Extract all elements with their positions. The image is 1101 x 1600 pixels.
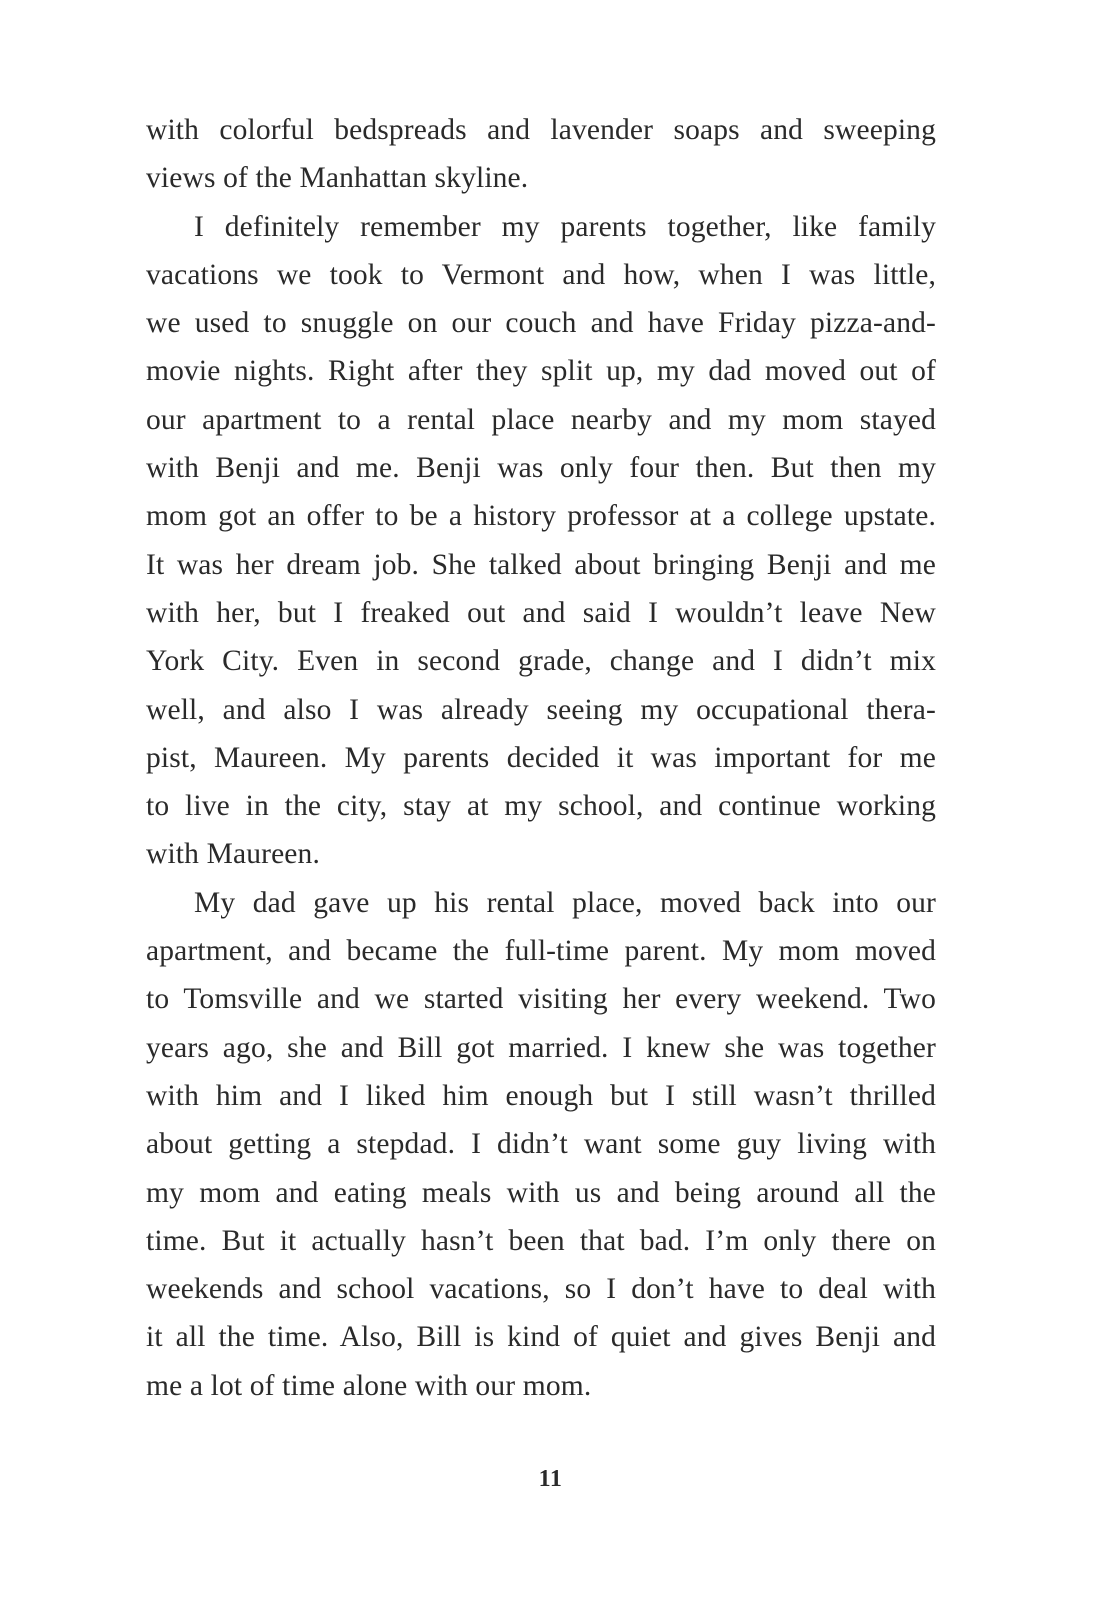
text-line: movie nights. Right after they split up, my dad moved out of: [146, 355, 936, 388]
text-line: It was her dream job. She talked about bringing Benji and me: [146, 548, 936, 581]
text-line: our apartment to a rental place nearby and my mom stayed: [146, 403, 936, 436]
text-line: vacations we took to Vermont and how, when I was little,: [146, 258, 936, 291]
text-line: me a lot of time alone with our mom.: [146, 1369, 592, 1402]
text-line: apartment, and became the full-time parent. My mom moved: [146, 935, 936, 968]
text-line: views of the Manhattan skyline.: [146, 162, 529, 195]
text-line: with Maureen.: [146, 838, 320, 871]
text-line: York City. Even in second grade, change and I didn’t mix: [146, 645, 936, 678]
text-line: weekends and school vacations, so I don’t have to deal with: [146, 1273, 936, 1306]
text-line: I definitely remember my parents together, like family: [194, 210, 936, 243]
text-line: with Benji and me. Benji was only four then. But then my: [146, 452, 936, 485]
text-line: about getting a stepdad. I didn’t want some guy living with: [146, 1128, 936, 1161]
text-line: with her, but I freaked out and said I wouldn’t leave New: [146, 596, 936, 629]
text-line: pist, Maureen. My parents decided it was important for me: [146, 741, 936, 774]
text-line: with him and I liked him enough but I still wasn’t thrilled: [146, 1079, 936, 1112]
text-line: with colorful bedspreads and lavender soaps and sweeping: [146, 114, 936, 146]
body-text: [146, 106, 936, 1410]
text-line: to Tomsville and we started visiting her every weekend. Two: [146, 983, 936, 1016]
text-line: we used to snuggle on our couch and have Friday pizza-and-: [146, 307, 936, 340]
text-line: time. But it actually hasn’t been that bad. I’m only there on: [146, 1224, 936, 1257]
text-line: to live in the city, stay at my school, and continue working: [146, 790, 936, 823]
text-line: My dad gave up his rental place, moved back into our: [194, 886, 936, 919]
text-line: well, and also I was already seeing my occupational thera-: [146, 693, 936, 726]
text-line: years ago, she and Bill got married. I knew she was together: [146, 1031, 936, 1064]
text-line: mom got an offer to be a history professor at a college upstate.: [146, 500, 936, 533]
text-line: it all the time. Also, Bill is kind of quiet and gives Benji and: [146, 1321, 936, 1354]
text-line: my mom and eating meals with us and being around all the: [146, 1176, 936, 1209]
page-number: 11: [538, 1466, 563, 1492]
